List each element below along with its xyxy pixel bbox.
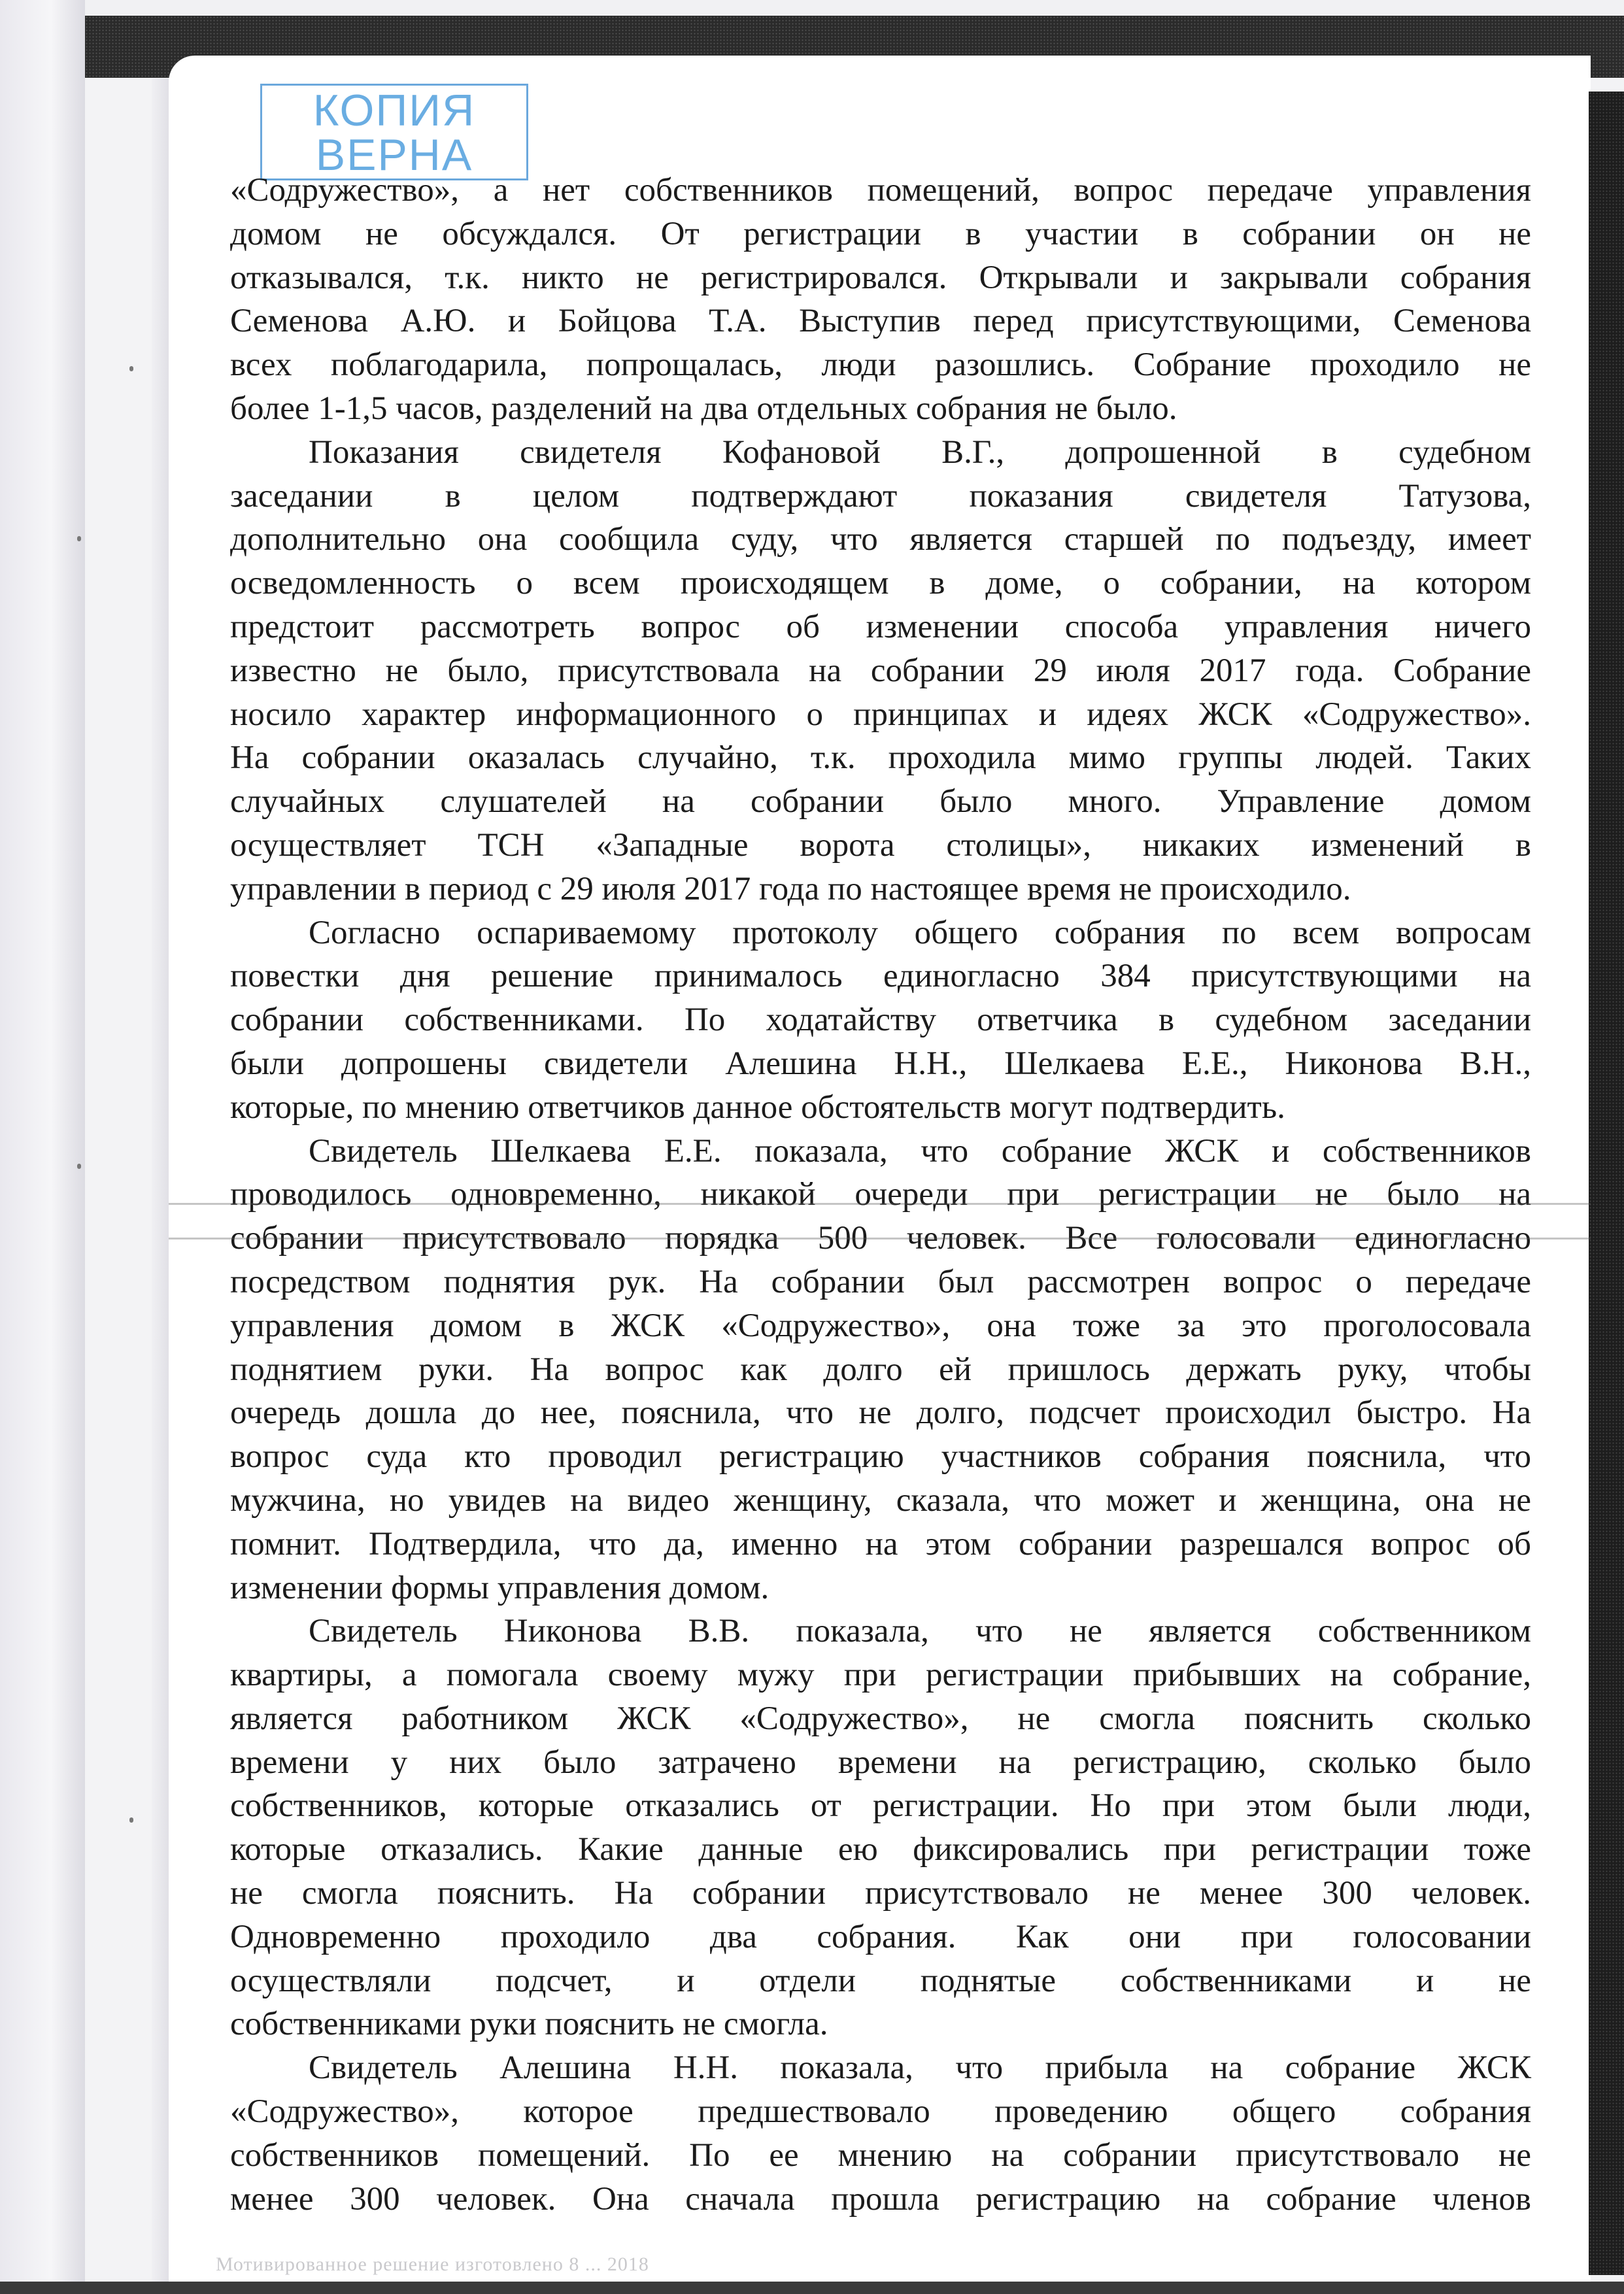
text-line: носило характер информационного о принципах и идеях ЖСК «Содружество». xyxy=(230,696,1531,733)
scan-streak xyxy=(169,1203,1591,1205)
text-line: Свидетель Алешина Н.Н. показала, что прибыла на собрание ЖСК xyxy=(309,2049,1531,2087)
text-line: времени у них было затрачено времени на регистрацию, сколько было xyxy=(230,1744,1531,1781)
scan-left-margin xyxy=(0,0,85,2294)
text-line: квартиры, а помогала своему мужу при регистрации прибывших на собрание, xyxy=(230,1657,1531,1694)
text-line: Показания свидетеля Кофановой В.Г., допрошенной в судебном xyxy=(309,433,1531,471)
text-line: всех поблагодарила, попрощалась, люди разошлись. Собрание проходило не xyxy=(230,346,1531,384)
scan-streak xyxy=(169,1238,1591,1240)
scan-speck xyxy=(129,1817,133,1823)
text-line: известно не было, присутствовала на собрании 29 июля 2017 года. Собрание xyxy=(230,652,1531,689)
page-left-shadow xyxy=(152,78,169,2282)
text-line: отказывался, т.к. никто не регистрировался. Открывали и закрывали собрания xyxy=(230,259,1531,296)
text-line: вопрос суда кто проводил регистрацию участников собрания пояснила, что xyxy=(230,1438,1531,1476)
text-line: домом не обсуждался. От регистрации в участии в собрании он не xyxy=(230,215,1531,252)
text-line: поднятием руки. На вопрос как долго ей пришлось держать руку, чтобы xyxy=(230,1351,1531,1388)
text-line: посредством поднятия рук. На собрании был рассмотрен вопрос о передаче xyxy=(230,1263,1531,1300)
scan-speck xyxy=(129,366,133,371)
text-line: На собрании оказалась случайно, т.к. проходила мимо группы людей. Таких xyxy=(230,739,1531,777)
text-line: является работником ЖСК «Содружество», не смогла пояснить сколько xyxy=(230,1700,1531,1737)
text-line: случайных слушателей на собрании было много. Управление домом xyxy=(230,783,1531,820)
scan-top-margin xyxy=(85,0,1624,16)
text-line: которые, по мнению ответчиков данное обстоятельств могут подтвердить. xyxy=(230,1088,1285,1126)
text-line: «Содружество», а нет собственников помещений, вопрос передаче управления xyxy=(230,172,1531,209)
text-line: дополнительно она сообщила суду, что является старшей по подъезду, имеет xyxy=(230,521,1531,558)
text-line: повестки дня решение принималось единогласно 384 присутствующими на xyxy=(230,958,1531,995)
text-line: собственников помещений. По ее мнению на собрании присутствовало не xyxy=(230,2136,1531,2174)
text-line: осведомленность о всем происходящем в доме, о собрании, на котором xyxy=(230,565,1531,602)
text-line: проводилось одновременно, никакой очереди при регистрации не было на xyxy=(230,1176,1531,1213)
scan-speck xyxy=(77,536,81,541)
scan-speck xyxy=(77,1164,81,1169)
text-line: изменении формы управления домом. xyxy=(230,1569,770,1606)
text-line: Согласно оспариваемому протоколу общего собрания по всем вопросам xyxy=(309,914,1531,951)
text-line: помнит. Подтвердила, что да, именно на этом собрании разрешался вопрос об xyxy=(230,1525,1531,1562)
text-line: Свидетель Никонова В.В. показала, что не является собственником xyxy=(309,1613,1531,1650)
scan-right-shadow xyxy=(1589,92,1624,2275)
text-line: собрании присутствовало порядка 500 человек. Все голосовали единогласно xyxy=(230,1220,1531,1257)
text-line: мужчина, но увидев на видео женщину, сказала, что может и женщина, она не xyxy=(230,1481,1531,1519)
text-line: осуществляли подсчет, и отдели поднятые собственниками и не xyxy=(230,1962,1531,1999)
stamp-line-2: ВЕРНА xyxy=(315,130,473,180)
text-line: были допрошены свидетели Алешина Н.Н., Шелкаева Е.Е., Никонова В.Н., xyxy=(230,1045,1531,1082)
text-line: которые отказались. Какие данные ею фиксировались при регистрации тоже xyxy=(230,1831,1531,1868)
text-line: очередь дошла до нее, пояснила, что не долго, подсчет происходил быстро. На xyxy=(230,1394,1531,1432)
document-footer: Мотивированное решение изготовлено 8 ... 2018 xyxy=(216,2253,649,2275)
text-line: собрании собственниками. По ходатайству ответчика в судебном заседании xyxy=(230,1002,1531,1039)
text-line: более 1-1,5 часов, разделений на два отдельных собрания не было. xyxy=(230,390,1177,427)
text-line: собственниками руки пояснить не смогла. xyxy=(230,2006,828,2043)
stamp-line-1: КОПИЯ xyxy=(313,86,476,135)
text-line: заседании в целом подтверждают показания свидетеля Татузова, xyxy=(230,477,1531,514)
copy-certified-stamp xyxy=(260,84,528,180)
text-line: предстоит рассмотреть вопрос об изменении способа управления ничего xyxy=(230,608,1531,645)
scan-bottom-shadow xyxy=(0,2282,1624,2294)
text-line: Свидетель Шелкаева Е.Е. показала, что собрание ЖСК и собственников xyxy=(309,1132,1531,1170)
text-line: управлении в период с 29 июля 2017 года по настоящее время не происходило. xyxy=(230,870,1351,907)
text-line: осуществляет ТСН «Западные ворота столицы», никаких изменений в xyxy=(230,826,1531,864)
text-line: управления домом в ЖСК «Содружество», она тоже за это проголосовала xyxy=(230,1307,1531,1344)
text-line: собственников, которые отказались от регистрации. Но при этом были люди, xyxy=(230,1787,1531,1825)
text-line: «Содружество», которое предшествовало проведению общего собрания xyxy=(230,2093,1531,2131)
text-line: не смогла пояснить. На собрании присутствовало не менее 300 человек. xyxy=(230,1875,1531,1912)
text-line: Семенова А.Ю. и Бойцова Т.А. Выступив перед присутствующими, Семенова xyxy=(230,303,1531,340)
text-line: менее 300 человек. Она сначала прошла регистрацию на собрание членов xyxy=(230,2180,1531,2218)
text-line: Одновременно проходило два собрания. Как они при голосовании xyxy=(230,1918,1531,1955)
document-body xyxy=(230,169,1531,2221)
